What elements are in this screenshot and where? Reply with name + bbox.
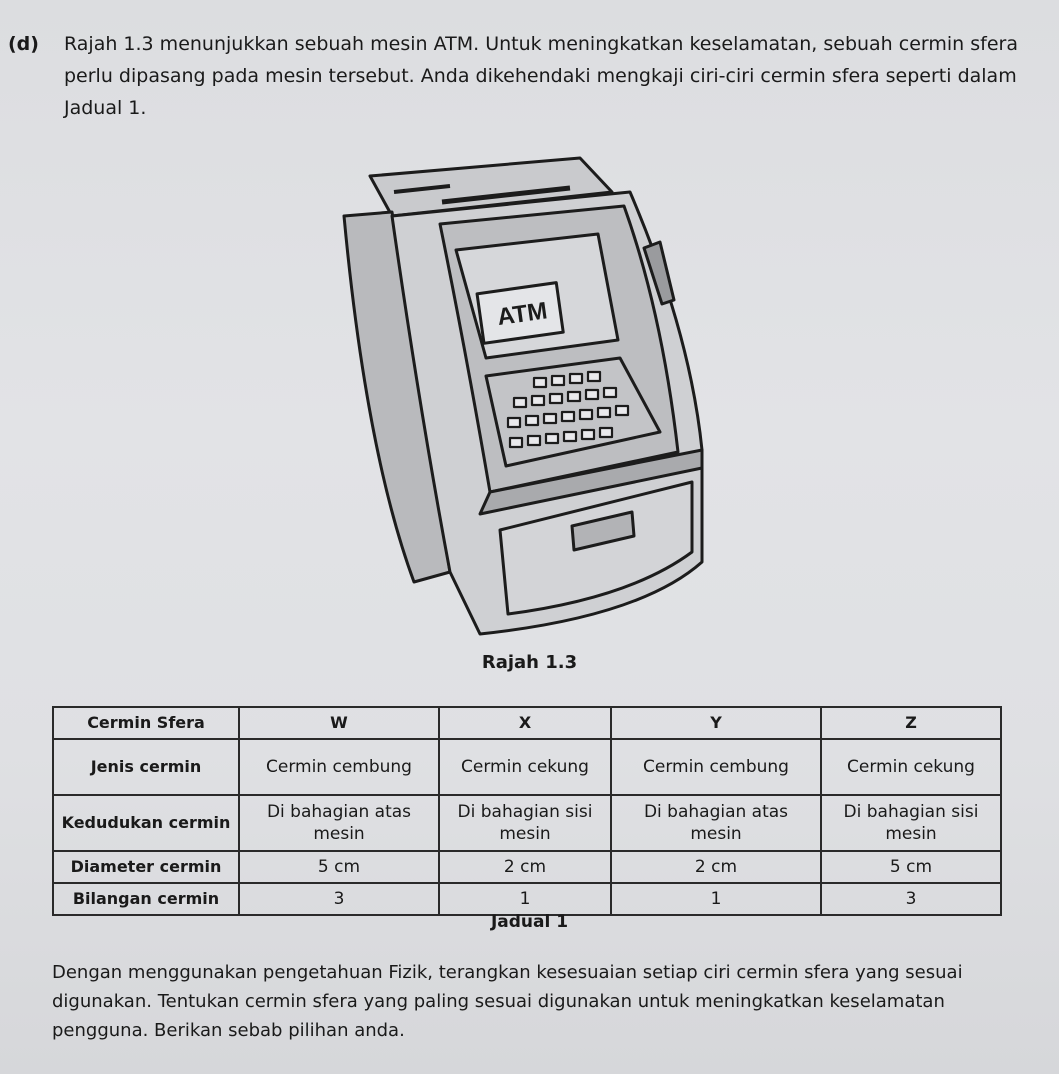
table-header-cell: X xyxy=(439,707,611,739)
table-header-cell: Y xyxy=(611,707,821,739)
figure-caption: Rajah 1.3 xyxy=(481,652,578,673)
table-cell: Cermin cembung xyxy=(239,739,439,795)
table-cell: 2 cm xyxy=(611,851,821,883)
table-cell: Cermin cekung xyxy=(821,739,1001,795)
table-cell: 1 xyxy=(611,883,821,915)
table-caption: Jadual 1 xyxy=(490,912,569,932)
table-header-cell: W xyxy=(239,707,439,739)
table-cell: 3 xyxy=(239,883,439,915)
table-cell: 1 xyxy=(439,883,611,915)
row-label: Jenis cermin xyxy=(53,739,239,795)
instruction-text: Dengan menggunakan pengetahuan Fizik, terangkan kesesuaian setiap ciri cermin sfera yang sesuai digunakan. Tentukan cermin sfera yang paling sesuai digunakan untuk meningkatkan keselamatan pengguna. Berikan sebab pilihan anda. xyxy=(52,962,963,1041)
table-header-cell: Z xyxy=(821,707,1001,739)
table-cell: Cermin cekung xyxy=(439,739,611,795)
table-cell: 5 cm xyxy=(239,851,439,883)
row-label: Kedudukan cermin xyxy=(53,795,239,851)
row-label: Diameter cermin xyxy=(53,851,239,883)
table-cell: 2 cm xyxy=(439,851,611,883)
question-text: Rajah 1.3 menunjukkan sebuah mesin ATM. Untuk meningkatkan keselamatan, sebuah cermin sfera perlu dipasang pada mesin tersebut. Anda dikehendaki mengkaji ciri-ciri cermin sfera seperti dalam Jadual 1. xyxy=(64,33,1018,119)
table-row xyxy=(53,851,1001,883)
table-cell: Di bahagian sisi mesin xyxy=(439,795,611,851)
mirror-properties-table xyxy=(52,706,1002,916)
table-row xyxy=(53,739,1001,795)
table-header-cell: Cermin Sfera xyxy=(53,707,239,739)
table-row xyxy=(53,795,1001,851)
atm-illustration xyxy=(330,152,710,642)
table-header-row xyxy=(53,707,1001,739)
row-label: Bilangan cermin xyxy=(53,883,239,915)
atm-screen-label: ATM xyxy=(495,297,550,332)
table-cell: 5 cm xyxy=(821,851,1001,883)
table-cell: Di bahagian sisi mesin xyxy=(821,795,1001,851)
table-row xyxy=(53,883,1001,915)
table-cell: Cermin cembung xyxy=(611,739,821,795)
table-cell: 3 xyxy=(821,883,1001,915)
table-cell: Di bahagian atas mesin xyxy=(611,795,821,851)
table-cell: Di bahagian atas mesin xyxy=(239,795,439,851)
question-header xyxy=(8,28,1048,124)
question-label: (d) xyxy=(8,33,39,55)
